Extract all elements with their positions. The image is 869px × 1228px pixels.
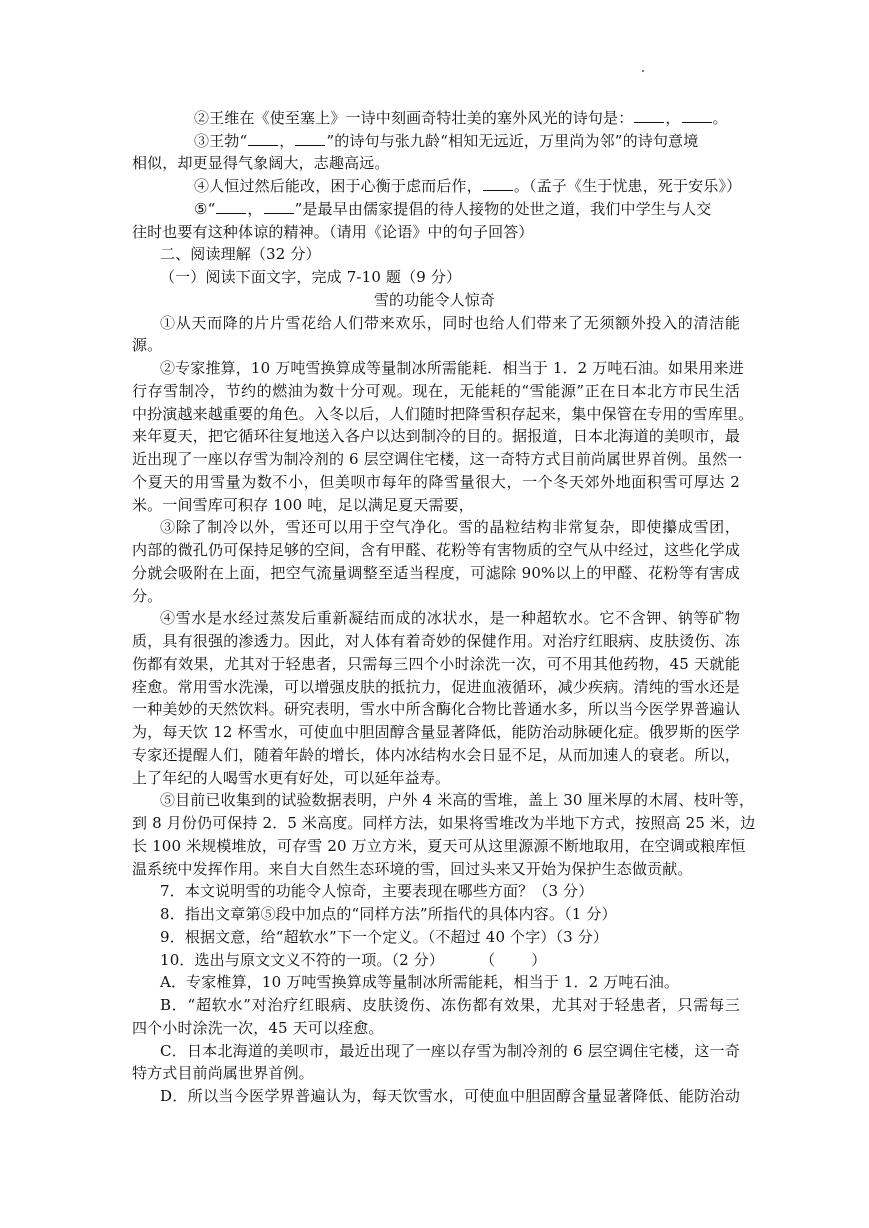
text-line-l10 [160, 312, 740, 335]
text-line-l29 [132, 744, 740, 767]
text-line-l30 [132, 767, 740, 790]
text-segment: 到 8 月份仍可保持 2．5 米高度。同样方法，如果将雪堆改为半地下方式，按照高 25 米，边 [132, 814, 756, 832]
text-segment: 二、阅读理解（32 分） [160, 245, 321, 263]
text-line-l32 [132, 812, 756, 835]
text-segment: ③王勃“ [194, 132, 248, 150]
text-segment: 长 100 米规模堆放，可存雪 20 万立方米，夏天可从这里源源不断地取用，在空调或粮库恒 [132, 837, 746, 855]
text-line-l27 [132, 698, 740, 721]
text-line-l28 [132, 721, 740, 744]
text-line-l12 [160, 357, 744, 380]
text-segment: ） [531, 951, 547, 969]
text-segment: ③除了制冷以外，雪还可以用于空气净化。雪的晶粒结构非常复杂，即使攥成雪团， [160, 518, 740, 536]
text-segment: 质，具有很强的渗透力。因此，对人体有着奇妙的保健作用。对治疗红眼病、皮肤烫伤、冻 [132, 632, 740, 650]
text-line-l16 [132, 448, 743, 471]
text-line-l41 [132, 1017, 740, 1040]
text-line-l21 [132, 562, 740, 585]
text-segment: 内部的微孔仍可保持足够的空间，含有甲醛、花粉等有害物质的空气从中经过，这些化学成 [132, 541, 740, 559]
text-segment: 往时也要有这种体谅的精神。（请用《论语》中的句子回答） [132, 223, 534, 241]
text-segment: （ [480, 951, 496, 969]
text-segment: A．专家椎算，10 万吨雪换算成等量制冰所需能耗，相当于 1．2 万吨石油。 [160, 973, 680, 991]
text-segment: 特方式目前尚属世界首例。 [132, 1064, 314, 1082]
text-line-l11 [132, 334, 740, 357]
text-segment: ， [247, 200, 263, 218]
text-segment: 10．选出与原文文义不符的一项。（2 分） [160, 951, 445, 969]
text-line-l13 [132, 380, 740, 403]
text-line-l24 [132, 630, 740, 653]
text-segment: 分就会吸附在上面，把空气流量调整至适当程度，可滤除 90%以上的甲醛、花粉等有害成 [132, 564, 740, 582]
text-segment: 米。一间雪库可积存 100 吨，足以满足夏天需要， [132, 496, 474, 514]
text-line-l15 [132, 425, 740, 448]
text-segment: 。 [712, 109, 728, 127]
text-line-l01 [194, 107, 740, 130]
text-line-l18 [132, 494, 740, 517]
text-segment: 。（孟子《生于忧患，死于安乐》） [513, 177, 742, 195]
text-line-l26 [132, 676, 740, 699]
text-line-l03 [132, 152, 740, 175]
text-line-l33 [132, 835, 746, 858]
answer-blank [682, 108, 712, 123]
text-line-l42 [160, 1040, 740, 1063]
text-segment: 9．根据文意，给“超软水”下一个定义。（不超过 40 个字）（3 分） [160, 928, 609, 946]
text-line-l37 [160, 926, 740, 949]
text-segment: 来年夏天，把它循环往复地送入各户以达到制冷的目的。据报道，日本北海道的美呗市，最 [132, 427, 740, 445]
text-segment: 7．本文说明雪的功能令人惊奇，主要表现在哪些方面？（3 分） [160, 882, 594, 900]
text-segment: ④雪水是水经过蒸发后重新凝结而成的冰状水，是一种超软水。它不含钾、钠等矿物 [160, 609, 740, 627]
text-line-l44 [160, 1085, 740, 1108]
answer-blank [634, 108, 664, 123]
text-segment: ⑤“ [194, 200, 216, 218]
text-segment: ④人恒过然后能改，困于心衡于虑而后作， [194, 177, 482, 195]
text-segment: 近出现了一座以存雪为制冷剂的 6 层空调住宅楼，这一奇特方式目前尚属世界首例。虽然一 [132, 450, 743, 468]
text-segment: 四个小时涂洗一次，45 天可以痊愈。 [132, 1019, 384, 1037]
answer-blank [216, 199, 246, 214]
text-segment: ⑤目前已收集到的试验数据表明，户外 4 米高的雪堆，盖上 30 厘米厚的木屑、枝叶等， [160, 791, 755, 809]
text-segment: 为，每天饮 12 杯雪水，可使血中胆固醇含量显著降低，能防治动脉硬化症。俄罗斯的医学 [132, 723, 740, 741]
text-segment: 源。 [132, 336, 163, 354]
text-segment: ， [279, 132, 295, 150]
text-line-l17 [132, 471, 740, 494]
text-line-l22 [132, 585, 740, 608]
text-segment: 行存雪制冷，节约的燃油为数十分可观。现在，无能耗的“雪能源”正在日本北方市民生活 [132, 382, 740, 400]
text-segment: 上了年纪的人喝雪水更有好处，可以延年益寿。 [132, 769, 451, 787]
text-segment: B．“超软水”对治疗红眼病、皮肤烫伤、冻伤都有效果，尤其对于轻患者，只需每三 [160, 996, 740, 1014]
text-line-l40 [160, 994, 740, 1017]
text-segment: 个夏天的用雪量为数不小，但美呗市每年的降雪量很大，一个冬天郊外地面积雪可厚达 2 [132, 473, 740, 491]
text-segment: ”是最早由儒家提倡的待人接物的处世之道，我们中学生与人交 [294, 200, 712, 218]
text-segment: 专家还提醒人们，随着年龄的增长，体内冰结构水会日显不足，从而加速人的衰老。所以， [132, 746, 740, 764]
text-line-l20 [132, 539, 740, 562]
text-segment: ， [665, 109, 681, 127]
text-line-l35 [160, 880, 740, 903]
text-segment: 8．指出文章第⑤段中加点的“同样方法”所指代的具体内容。（1 分） [160, 905, 617, 923]
text-segment: 分。 [132, 587, 163, 605]
text-segment: ②专家推算，10 万吨雪换算成等量制冰所需能耗．相当于 1．2 万吨石油。如果用来进 [160, 359, 744, 377]
text-segment: 雪的功能令人惊奇 [373, 291, 496, 309]
text-line-l04 [194, 175, 740, 198]
text-line-l14 [132, 403, 754, 426]
text-line-l07 [160, 243, 740, 266]
text-segment: 温系统中发挥作用。来自大自然生态环境的雪，回过头来又开始为保护生态做贡献。 [132, 860, 693, 878]
text-segment: 相似，却更显得气象阔大，志趣高远。 [132, 154, 390, 172]
text-line-l36 [160, 903, 740, 926]
text-segment: 伤都有效果，尤其对于轻患者，只需每三四个小时涂洗一次，可不用其他药物，45 天就能 [132, 655, 740, 673]
text-line-l19 [160, 516, 740, 539]
text-line-l06 [132, 221, 740, 244]
answer-blank [248, 131, 278, 146]
scan-dot [642, 70, 644, 72]
text-segment: 一种美妙的天然饮料。研究表明，雪水中所含酶化合物比普通水多，所以当今医学界普遍认 [132, 700, 740, 718]
text-line-l02 [194, 130, 740, 153]
text-segment: D．所以当今医学界普遍认为，每天饮雪水，可使血中胆固醇含量显著降低、能防治动 [160, 1087, 740, 1105]
text-segment: 痊愈。常用雪水洗澡，可以增强皮肤的抵抗力，促进血液循环，减少疾病。清纯的雪水还是 [132, 678, 740, 696]
text-line-l08 [160, 266, 740, 289]
text-segment: C．日本北海道的美呗市，最近出现了一座以存雪为制冷剂的 6 层空调住宅楼，这一奇 [160, 1042, 740, 1060]
text-line-l38 [160, 949, 740, 972]
answer-blank [264, 199, 294, 214]
text-segment: 中扮演越来越重要的角色。入冬以后，人们随时把降雪积存起来，集中保管在专用的雪库里。 [132, 405, 754, 423]
text-line-l23 [160, 607, 740, 630]
answer-blank [483, 176, 513, 191]
text-line-l39 [160, 971, 740, 994]
text-line-l31 [160, 789, 755, 812]
text-segment: ①从天而降的片片雪花给人们带来欢乐，同时也给人们带来了无须额外投入的清洁能 [160, 314, 740, 332]
text-line-l34 [132, 858, 740, 881]
text-line-l09 [0, 289, 869, 312]
text-line-l43 [132, 1062, 740, 1085]
text-line-l25 [132, 653, 740, 676]
answer-blank [295, 131, 325, 146]
text-segment: ”的诗句与张九龄“相知无远近，万里尚为邻”的诗句意境 [326, 132, 699, 150]
text-line-l05 [194, 198, 740, 221]
text-segment: （一）阅读下面文字，完成 7-10 题（9 分） [160, 268, 462, 286]
text-segment: ②王维在《使至塞上》一诗中刻画奇特壮美的塞外风光的诗句是： [194, 109, 634, 127]
